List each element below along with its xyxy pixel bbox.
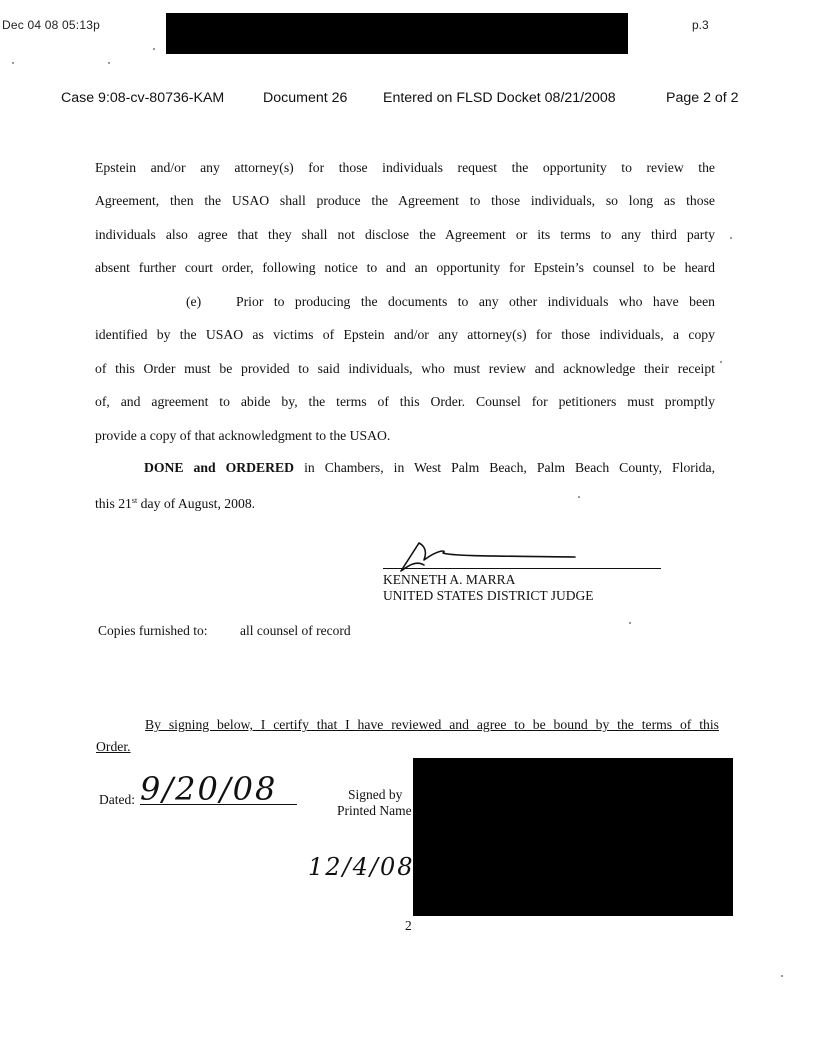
judge-name: KENNETH A. MARRA xyxy=(383,572,516,587)
scan-speck xyxy=(629,622,631,624)
order-date-prefix: this 21 xyxy=(95,496,132,511)
dated-signature-line xyxy=(140,804,297,805)
judge-title: UNITED STATES DISTRICT JUDGE xyxy=(383,588,594,603)
document-number: Document 26 xyxy=(263,90,348,106)
fax-header xyxy=(0,0,817,60)
scan-speck xyxy=(108,62,110,64)
case-number: Case 9:08-cv-80736-KAM xyxy=(61,90,225,106)
docket-entry-date: Entered on FLSD Docket 08/21/2008 xyxy=(383,90,616,106)
order-date-rest: day of August, 2008. xyxy=(137,496,256,511)
ordered-keyword: ORDERED xyxy=(225,460,295,475)
scan-speck xyxy=(730,237,732,239)
printed-name-label: Printed Name xyxy=(337,803,412,818)
subsection-e-line-2: identified by the USAO as victims of Epstein and/or any attorney(s) for those individuals, a copy xyxy=(95,327,715,342)
page-count: Page 2 of 2 xyxy=(666,90,739,106)
subsection-e-line-5: provide a copy of that acknowledgment to the USAO. xyxy=(95,428,391,443)
order-date-suffix: st xyxy=(131,496,138,505)
judge-signature-icon xyxy=(390,535,590,575)
scan-speck xyxy=(578,496,580,498)
subsection-e-line-4: of, and agreement to abide by, the terms of this Order. Counsel for petitioners must promptly xyxy=(95,394,715,409)
order-line-1: Epstein and/or any attorney(s) for those individuals request the opportunity to review the xyxy=(95,160,715,175)
dated-label: Dated: xyxy=(99,792,135,807)
order-date-line xyxy=(95,496,255,512)
signed-by-label: Signed by xyxy=(348,787,403,802)
fax-datetime: Dec 04 08 05:13p xyxy=(2,18,100,32)
order-line-2: Agreement, then the USAO shall produce the Agreement to those individuals, so long as those xyxy=(95,193,715,208)
page-number: 2 xyxy=(405,918,412,933)
subsection-e-label: (e) xyxy=(186,294,202,309)
handwritten-date: 12/4/08 xyxy=(308,853,415,881)
subsection-e-first-line xyxy=(186,294,715,310)
scan-speck xyxy=(12,62,14,64)
order-line-3: individuals also agree that they shall not disclose the Agreement or its terms to any third party xyxy=(95,227,715,242)
header-redaction-bar xyxy=(166,13,628,54)
copies-label: Copies furnished to: xyxy=(98,623,208,638)
fax-page-indicator: p.3 xyxy=(692,18,709,32)
order-line-4: absent further court order, following notice to and an opportunity for Epstein’s counsel to be heard xyxy=(95,260,715,275)
subsection-e-first-line-text: Prior to producing the documents to any other individuals who have been xyxy=(236,294,715,309)
copies-value: all counsel of record xyxy=(240,623,351,638)
subsection-e-line-3: of this Order must be provided to said individuals, who must review and acknowledge their receipt xyxy=(95,361,715,376)
done-and-keyword: and xyxy=(183,460,226,475)
judge-signature-line xyxy=(383,568,661,569)
certification-statement-end: Order. xyxy=(96,739,131,754)
scan-speck xyxy=(781,975,783,977)
certification-statement: By signing below, I certify that I have reviewed and agree to be bound by the terms of this xyxy=(145,717,719,732)
signer-redaction-bar xyxy=(413,758,733,916)
case-header xyxy=(61,90,771,110)
copies-furnished xyxy=(98,623,351,639)
chambers-location: in Chambers, in West Palm Beach, Palm Beach County, Florida, xyxy=(294,460,715,475)
handwritten-dated-value: 9/20/08 xyxy=(140,770,278,808)
done-and-ordered-line xyxy=(144,460,715,476)
done-keyword: DONE xyxy=(144,460,184,475)
scan-speck xyxy=(720,361,722,363)
scan-speck xyxy=(153,48,155,50)
